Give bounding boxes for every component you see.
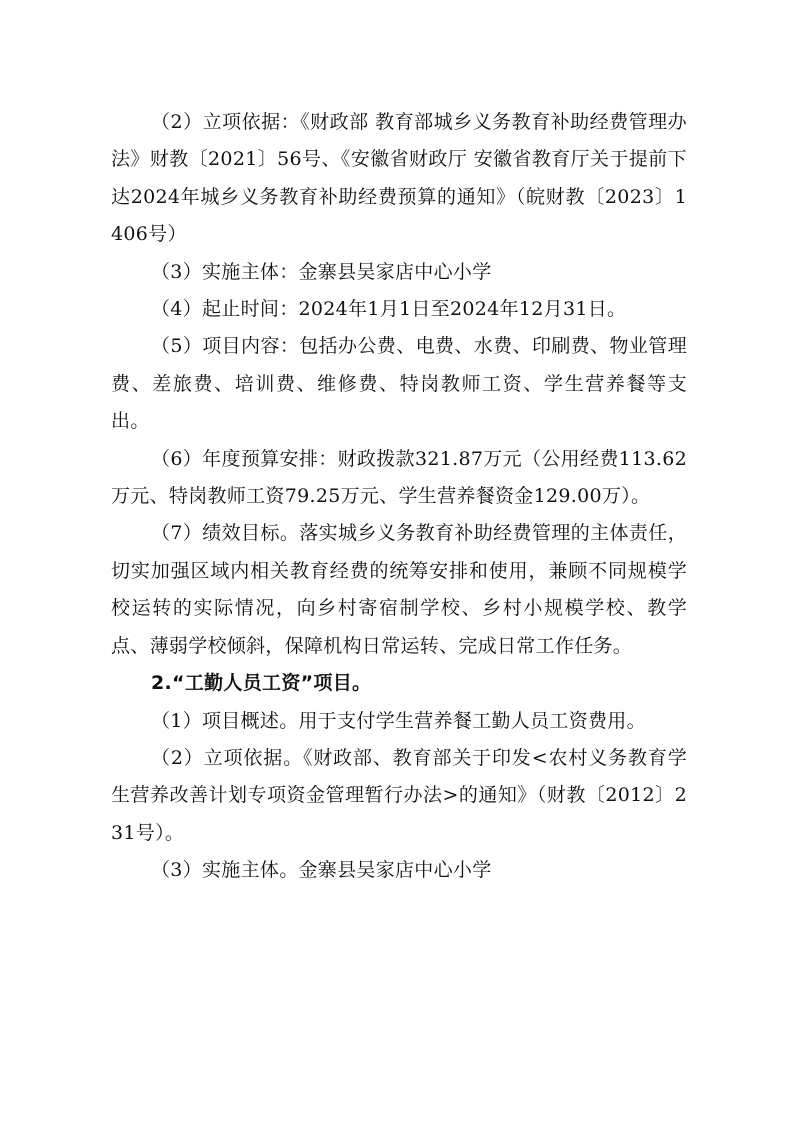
paragraph-overview: （1）项目概述。用于支付学生营养餐工勤人员工资费用。 <box>151 709 646 732</box>
section-heading-worker-wages: 2.“工勤人员工资”项目。 <box>151 672 372 695</box>
paragraph-content: （5）项目内容：包括办公费、电费、水费、印刷费、物业管理费、差旅费、培训费、维修费、特岗教师工资、学生营养餐等支出。 <box>111 335 687 433</box>
paragraph-basis: （2）立项依据：《财政部 教育部城乡义务教育补助经费管理办法》财教〔2021〕56号、《安徽省财政厅 安徽省教育厅关于提前下达2024年城乡义务教育补助经费预算的通知》（皖财教〔2023〕1406号） <box>111 111 687 246</box>
paragraph-performance-goal: （7）绩效目标。落实城乡义务教育补助经费管理的主体责任，切实加强区域内相关教育经费的统筹安排和使用，兼顾不同规模学校运转的实际情况，向乡村寄宿制学校、乡村小规模学校、教学点、薄弱学校倾斜，保障机构日常运转、完成日常工作任务。 <box>111 522 687 657</box>
document-body <box>111 104 687 890</box>
paragraph-budget: （6）年度预算安排：财政拨款321.87万元（公用经费113.62万元、特岗教师工资79.25万元、学生营养餐资金129.00万）。 <box>111 447 687 508</box>
paragraph-period: （4）起止时间：2024年1月1日至2024年12月31日。 <box>151 298 627 321</box>
paragraph-implementing-entity-2: （3）实施主体。金寨县吴家店中心小学 <box>151 859 492 882</box>
paragraph-basis-2: （2）立项依据。《财政部、教育部关于印发<农村义务教育学生营养改善计划专项资金管理暂行办法>的通知》（财教〔2012〕231号）。 <box>111 746 687 844</box>
paragraph-implementing-entity: （3）实施主体：金寨县吴家店中心小学 <box>151 260 492 283</box>
